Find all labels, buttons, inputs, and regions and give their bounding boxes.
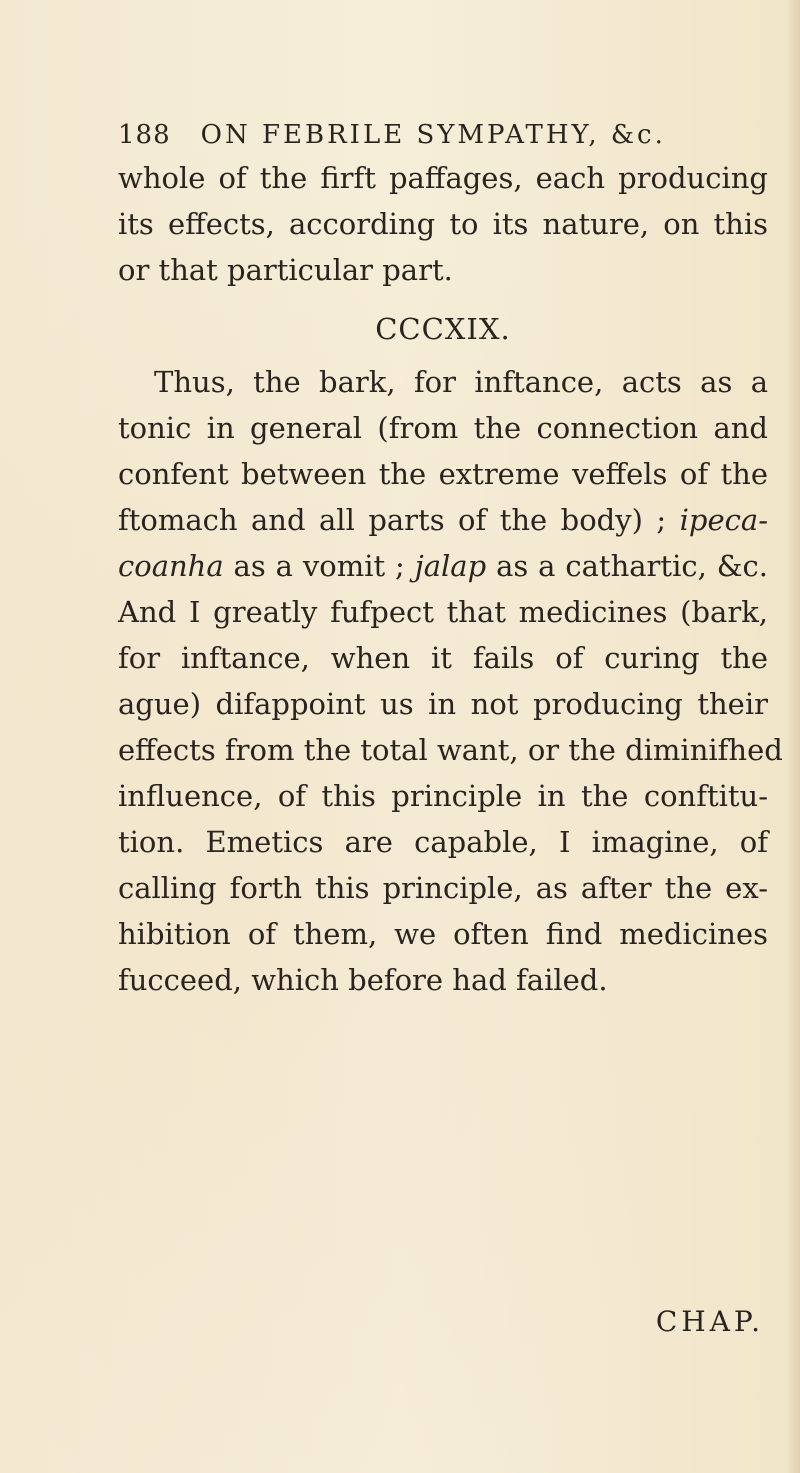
text-line: or that particular part. — [118, 253, 453, 287]
text-line: tonic in general (from the connection and — [118, 411, 768, 445]
text-segment: as a cathartic, &c. — [486, 549, 768, 583]
text-line: ague) difappoint us in not producing their — [118, 687, 768, 721]
text-line: influence, of this principle in the conftitu- — [118, 779, 768, 813]
text-line: tion. Emetics are capable, I imagine, of — [118, 825, 768, 859]
page-number: 188 — [118, 120, 171, 150]
text-line — [118, 497, 768, 543]
text-line: effects from the total want, or the diminifhed — [118, 733, 783, 767]
text-line: for inftance, when it fails of curing the — [118, 641, 768, 675]
italic-word: jalap — [414, 549, 487, 583]
catchword: CHAP. — [655, 1305, 764, 1338]
italic-word: ipeca- — [679, 503, 768, 537]
italic-word: coanha — [118, 549, 224, 583]
text-line: its effects, according to its nature, on this — [118, 207, 768, 241]
text-line — [118, 543, 768, 589]
text-line: hibition of them, we often find medicines — [118, 917, 768, 951]
running-head-title: ON FEBRILE SYMPATHY, &c. — [200, 120, 666, 150]
text-line: confent between the extreme veffels of the — [118, 457, 768, 491]
body-text — [118, 155, 783, 1003]
text-line: Thus, the bark, for inftance, acts as a — [154, 365, 768, 399]
text-line: fucceed, which before had failed. — [118, 963, 608, 997]
section-heading: CCCXIX. — [375, 312, 511, 346]
text-segment: ftomach and all parts of the body) ; — [118, 503, 680, 537]
text-line: whole of the firft paffages, each producing — [118, 161, 768, 195]
text-segment: as a vomit ; — [223, 549, 415, 583]
text-line: And I greatly fufpect that medicines (bark, — [118, 595, 768, 629]
text-line: calling forth this principle, as after the ex- — [118, 871, 768, 905]
running-head — [118, 120, 758, 150]
page-edge-shadow — [786, 0, 800, 1473]
